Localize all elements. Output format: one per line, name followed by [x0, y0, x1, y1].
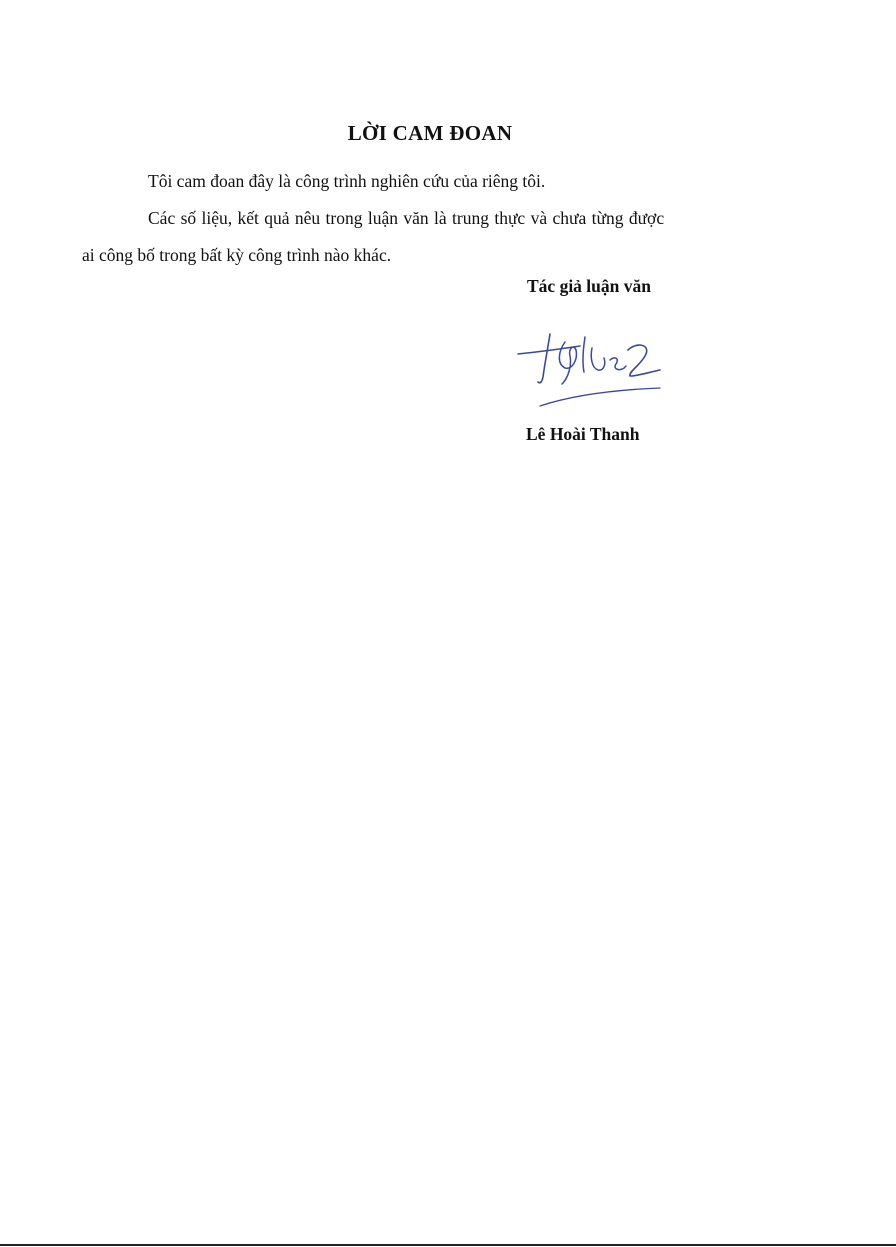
- author-label: Tác giả luận văn: [527, 276, 651, 296]
- signature-image: [510, 322, 680, 422]
- paragraph-2-line-2: ai công bố trong bất kỳ công trình nào khác.: [82, 245, 392, 265]
- paragraph-2-line-1: Các số liệu, kết quả nêu trong luận văn là trung thực và chưa từng được: [148, 208, 665, 228]
- author-name: Lê Hoài Thanh: [526, 424, 640, 444]
- page-title: LỜI CAM ĐOAN: [347, 121, 513, 145]
- paragraph-1: Tôi cam đoan đây là công trình nghiên cứu của riêng tôi.: [148, 171, 546, 191]
- page-bottom-rule: [0, 1244, 896, 1246]
